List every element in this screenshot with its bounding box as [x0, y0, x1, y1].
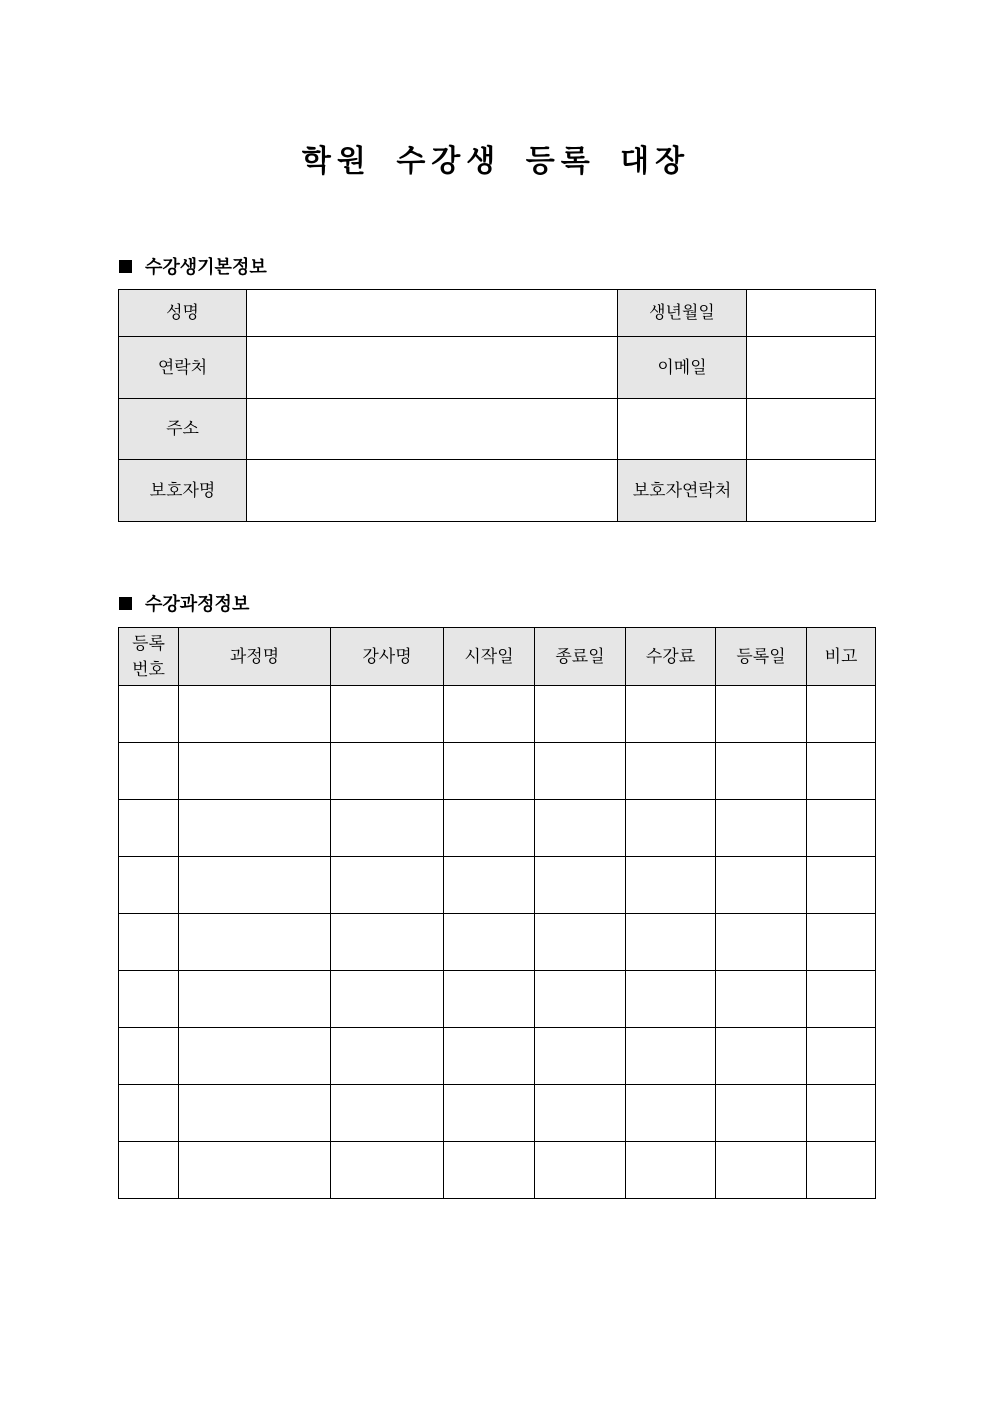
- header-tuition: 수강료: [626, 628, 716, 686]
- cell-instructor[interactable]: [331, 743, 444, 800]
- header-reg-number: [119, 628, 179, 686]
- cell-end-date[interactable]: [535, 1028, 626, 1085]
- cell-reg-date[interactable]: [716, 1085, 807, 1142]
- cell-tuition[interactable]: [626, 743, 716, 800]
- cell-notes[interactable]: [807, 971, 876, 1028]
- cell-reg-date[interactable]: [716, 743, 807, 800]
- cell-start-date[interactable]: [444, 914, 535, 971]
- table-row: [119, 1028, 876, 1085]
- cell-tuition[interactable]: [626, 800, 716, 857]
- cell-reg-date[interactable]: [716, 971, 807, 1028]
- cell-notes[interactable]: [807, 1028, 876, 1085]
- cell-course-name[interactable]: [179, 1142, 331, 1199]
- course-info-table: [118, 627, 876, 1199]
- header-start-date: 시작일: [444, 628, 535, 686]
- field-address-extra-2[interactable]: [747, 399, 876, 460]
- cell-reg-date[interactable]: [716, 1142, 807, 1199]
- cell-reg-date[interactable]: [716, 914, 807, 971]
- cell-start-date[interactable]: [444, 1142, 535, 1199]
- cell-reg-date[interactable]: [716, 686, 807, 743]
- header-notes: 비고: [807, 628, 876, 686]
- cell-instructor[interactable]: [331, 914, 444, 971]
- table-row: [119, 743, 876, 800]
- cell-notes[interactable]: [807, 800, 876, 857]
- header-instructor: 강사명: [331, 628, 444, 686]
- cell-course-name[interactable]: [179, 971, 331, 1028]
- cell-end-date[interactable]: [535, 800, 626, 857]
- label-contact: 연락처: [119, 337, 247, 399]
- cell-course-name[interactable]: [179, 743, 331, 800]
- cell-tuition[interactable]: [626, 686, 716, 743]
- cell-start-date[interactable]: [444, 857, 535, 914]
- cell-notes[interactable]: [807, 857, 876, 914]
- cell-start-date[interactable]: [444, 800, 535, 857]
- table-row: [119, 971, 876, 1028]
- label-guardian-name: 보호자명: [119, 460, 247, 522]
- header-reg-number-line2: 번호: [132, 659, 165, 680]
- cell-tuition[interactable]: [626, 971, 716, 1028]
- field-email[interactable]: [747, 337, 876, 399]
- field-guardian-contact[interactable]: [747, 460, 876, 522]
- label-email: 이메일: [618, 337, 747, 399]
- cell-tuition[interactable]: [626, 1085, 716, 1142]
- cell-end-date[interactable]: [535, 914, 626, 971]
- cell-reg-number[interactable]: [119, 914, 179, 971]
- cell-course-name[interactable]: [179, 857, 331, 914]
- cell-tuition[interactable]: [626, 1028, 716, 1085]
- table-row: [119, 800, 876, 857]
- cell-end-date[interactable]: [535, 686, 626, 743]
- cell-tuition[interactable]: [626, 1142, 716, 1199]
- basic-row-address: [119, 399, 876, 460]
- cell-course-name[interactable]: [179, 914, 331, 971]
- label-name: 성명: [119, 290, 247, 337]
- course-info-heading-text: 수강과정정보: [145, 594, 250, 615]
- field-address-extra-1[interactable]: [618, 399, 747, 460]
- cell-reg-number[interactable]: [119, 857, 179, 914]
- header-reg-number-line1: 등록: [132, 633, 165, 654]
- basic-row-contact: [119, 337, 876, 399]
- label-guardian-contact: 보호자연락처: [618, 460, 747, 522]
- cell-end-date[interactable]: [535, 743, 626, 800]
- basic-row-guardian: [119, 460, 876, 522]
- cell-start-date[interactable]: [444, 1085, 535, 1142]
- cell-reg-number[interactable]: [119, 686, 179, 743]
- cell-reg-number[interactable]: [119, 1142, 179, 1199]
- basic-info-heading: [119, 253, 267, 279]
- cell-course-name[interactable]: [179, 1028, 331, 1085]
- field-birthdate[interactable]: [747, 290, 876, 337]
- cell-notes[interactable]: [807, 743, 876, 800]
- label-address: 주소: [119, 399, 247, 460]
- header-end-date: 종료일: [535, 628, 626, 686]
- cell-reg-date[interactable]: [716, 1028, 807, 1085]
- cell-reg-number[interactable]: [119, 743, 179, 800]
- cell-course-name[interactable]: [179, 686, 331, 743]
- cell-tuition[interactable]: [626, 857, 716, 914]
- document-title: 학원 수강생 등록 대장: [301, 144, 691, 179]
- cell-instructor[interactable]: [331, 971, 444, 1028]
- cell-notes[interactable]: [807, 686, 876, 743]
- cell-reg-date[interactable]: [716, 857, 807, 914]
- cell-reg-date[interactable]: [716, 800, 807, 857]
- field-contact[interactable]: [247, 337, 618, 399]
- table-row: [119, 857, 876, 914]
- cell-end-date[interactable]: [535, 971, 626, 1028]
- cell-start-date[interactable]: [444, 971, 535, 1028]
- cell-reg-number[interactable]: [119, 1085, 179, 1142]
- cell-end-date[interactable]: [535, 1085, 626, 1142]
- course-table-body: [119, 686, 876, 1199]
- field-guardian-name[interactable]: [247, 460, 618, 522]
- cell-tuition[interactable]: [626, 914, 716, 971]
- table-row: [119, 1142, 876, 1199]
- cell-instructor[interactable]: [331, 686, 444, 743]
- cell-start-date[interactable]: [444, 1028, 535, 1085]
- table-row: [119, 686, 876, 743]
- basic-info-table: [118, 289, 876, 522]
- cell-notes[interactable]: [807, 1142, 876, 1199]
- table-row: [119, 1085, 876, 1142]
- cell-instructor[interactable]: [331, 1085, 444, 1142]
- cell-reg-number[interactable]: [119, 800, 179, 857]
- cell-start-date[interactable]: [444, 686, 535, 743]
- cell-notes[interactable]: [807, 914, 876, 971]
- course-header-row: [119, 628, 876, 686]
- cell-instructor[interactable]: [331, 857, 444, 914]
- course-info-heading: [119, 590, 249, 616]
- basic-info-heading-text: 수강생기본정보: [145, 257, 267, 278]
- basic-row-name: [119, 290, 876, 337]
- cell-course-name[interactable]: [179, 800, 331, 857]
- cell-course-name[interactable]: [179, 1085, 331, 1142]
- cell-end-date[interactable]: [535, 1142, 626, 1199]
- cell-instructor[interactable]: [331, 1028, 444, 1085]
- cell-notes[interactable]: [807, 1085, 876, 1142]
- field-address[interactable]: [247, 399, 618, 460]
- square-bullet-icon: [119, 260, 132, 273]
- header-reg-date: 등록일: [716, 628, 807, 686]
- cell-reg-number[interactable]: [119, 971, 179, 1028]
- cell-reg-number[interactable]: [119, 1028, 179, 1085]
- square-bullet-icon: [119, 597, 132, 610]
- cell-end-date[interactable]: [535, 857, 626, 914]
- cell-start-date[interactable]: [444, 743, 535, 800]
- cell-instructor[interactable]: [331, 1142, 444, 1199]
- cell-instructor[interactable]: [331, 800, 444, 857]
- table-row: [119, 914, 876, 971]
- header-course-name: 과정명: [179, 628, 331, 686]
- field-name[interactable]: [247, 290, 618, 337]
- label-birthdate: 생년월일: [618, 290, 747, 337]
